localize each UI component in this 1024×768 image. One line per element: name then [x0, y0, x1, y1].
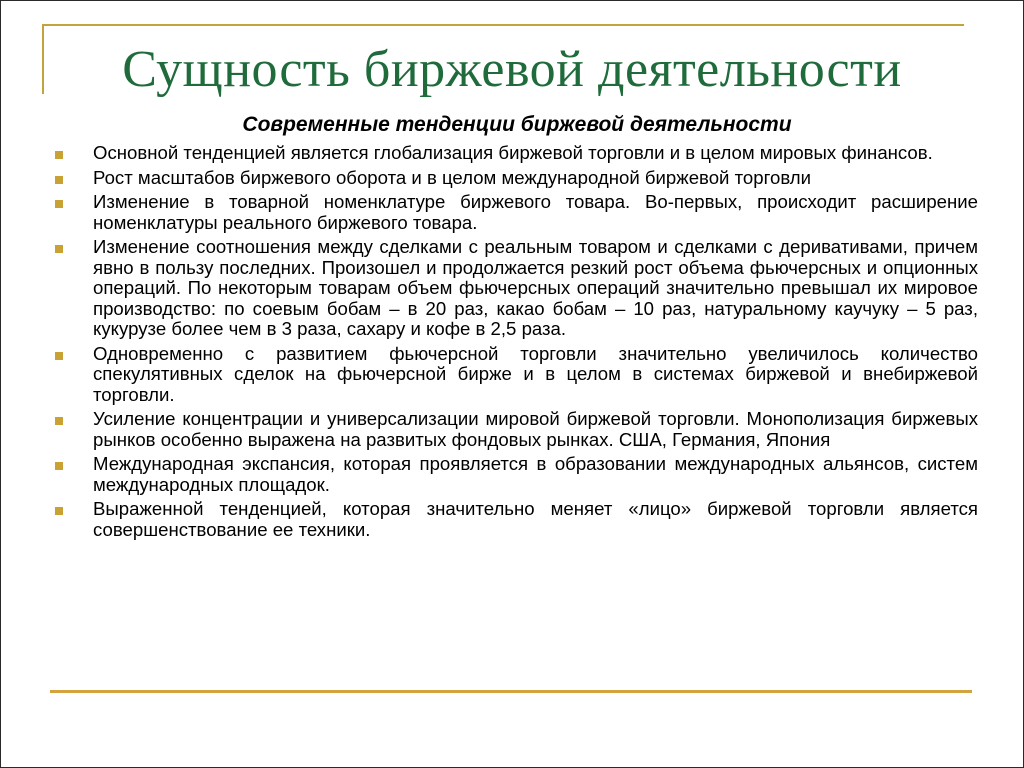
bullet-list — [52, 143, 978, 544]
bullet-item — [52, 168, 978, 189]
square-bullet-icon — [55, 507, 63, 515]
bullet-item — [52, 192, 978, 233]
bullet-item — [52, 499, 978, 540]
slide-subtitle: Современные тенденции биржевой деятельности — [242, 113, 792, 136]
square-bullet-icon — [55, 417, 63, 425]
bullet-text: Рост масштабов биржевого оборота и в целом международной биржевой торговли — [93, 166, 812, 188]
bullet-text: Усиление концентрации и универсализации мировой биржевой торговли. Монополизация биржевых рынков особенно выражена на развитых фондовых рынках. США, Германия, Япония — [93, 408, 978, 450]
bullet-text: Международная экспансия, которая проявляется в образовании международных альянсов, систем международных площадок. — [93, 453, 978, 495]
bullet-text: Одновременно с развитием фьючерсной торговли значительно увеличилось количество спекулятивных сделок на фьючерсной бирже и в целом в системах биржевой и внебиржевой торговли. — [93, 342, 978, 405]
square-bullet-icon — [55, 151, 63, 159]
bullet-item — [52, 454, 978, 495]
square-bullet-icon — [55, 352, 63, 360]
title-top-rule — [42, 24, 964, 26]
square-bullet-icon — [55, 200, 63, 208]
bullet-text: Изменение в товарной номенклатуре биржевого товара. Во-первых, происходит расширение номенклатуры реального биржевого товара. — [93, 191, 978, 233]
bullet-text: Изменение соотношения между сделками с реальным товаром и сделками с деривативами, причем явно в пользу последних. Произошел и продолжается резкий рост объема фьючерсных и опционных операций. По некоторым товарам объем фьючерсных операций значительно превышал их мировое производство: по соевым бобам – в 20 раз, какао бобам – 10 раз, натуральному каучуку – 5 раз, кукурузе более чем в 3 раза, сахару и кофе в 2,5 раза. — [93, 236, 978, 339]
footer-rule — [50, 690, 972, 693]
bullet-item — [52, 344, 978, 406]
square-bullet-icon — [55, 176, 63, 184]
square-bullet-icon — [55, 245, 63, 253]
bullet-text: Основной тенденцией является глобализация биржевой торговли и в целом мировых финансов. — [93, 142, 933, 163]
slide-title: Сущность биржевой деятельности — [122, 41, 902, 98]
bullet-item — [52, 143, 978, 164]
bullet-item — [52, 409, 978, 450]
bullet-item — [52, 237, 978, 340]
square-bullet-icon — [55, 462, 63, 470]
bullet-text: Выраженной тенденцией, которая значительно меняет «лицо» биржевой торговли является совершенствование ее техники. — [93, 498, 978, 540]
